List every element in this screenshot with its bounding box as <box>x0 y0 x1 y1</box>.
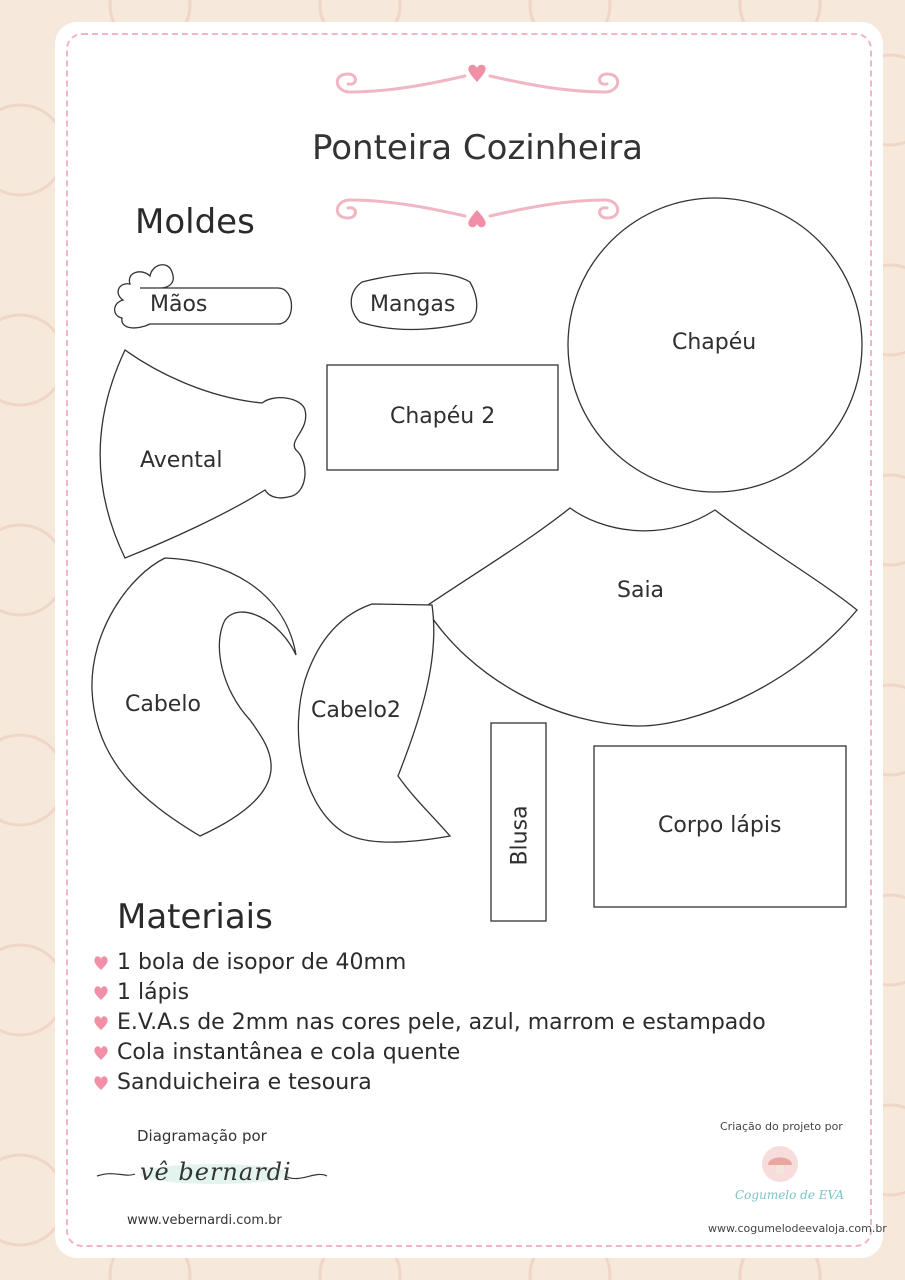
materiais-heading: Materiais <box>117 897 273 937</box>
material-text: Cola instantânea e cola quente <box>117 1040 461 1065</box>
label-saia: Saia <box>617 578 665 603</box>
label-chapeu: Chapéu <box>672 330 757 355</box>
label-chapeu2: Chapéu 2 <box>390 404 496 429</box>
heart-icon <box>93 985 109 1001</box>
label-corpo-lapis: Corpo lápis <box>658 813 782 838</box>
material-text: E.V.A.s de 2mm nas cores pele, azul, marrom e estampado <box>117 1010 766 1035</box>
project-logo-text: Cogumelo de EVA <box>735 1188 845 1202</box>
materials-list <box>93 948 766 1098</box>
list-item <box>93 948 766 978</box>
saia-shape <box>425 508 857 726</box>
list-item <box>93 1008 766 1038</box>
list-item <box>93 1068 766 1098</box>
heart-icon <box>93 1075 109 1091</box>
label-mangas: Mangas <box>370 292 456 317</box>
material-text: 1 bola de isopor de 40mm <box>117 950 407 975</box>
list-item <box>93 1038 766 1068</box>
layout-signature: vê bernardi <box>140 1158 292 1186</box>
heart-icon <box>93 1015 109 1031</box>
list-item <box>93 978 766 1008</box>
label-cabelo: Cabelo <box>125 692 201 717</box>
cabelo2-shape <box>298 604 450 842</box>
label-blusa: Blusa <box>507 805 533 866</box>
material-text: 1 lápis <box>117 980 190 1005</box>
heart-icon <box>93 1045 109 1061</box>
heart-icon <box>93 955 109 971</box>
mushroom-logo-icon <box>760 1145 800 1183</box>
moldes-heading: Moldes <box>135 202 255 242</box>
page-title: Ponteira Cozinheira <box>311 128 644 168</box>
label-avental: Avental <box>140 448 223 473</box>
label-cabelo2: Cabelo2 <box>311 698 401 723</box>
project-url[interactable]: www.cogumelodeevaloja.com.br <box>708 1222 887 1235</box>
project-credit-label: Criação do projeto por <box>720 1120 843 1133</box>
layout-url[interactable]: www.vebernardi.com.br <box>127 1213 282 1228</box>
label-maos: Mãos <box>150 292 208 317</box>
layout-credit-label: Diagramação por <box>137 1127 267 1145</box>
material-text: Sanduicheira e tesoura <box>117 1070 372 1095</box>
